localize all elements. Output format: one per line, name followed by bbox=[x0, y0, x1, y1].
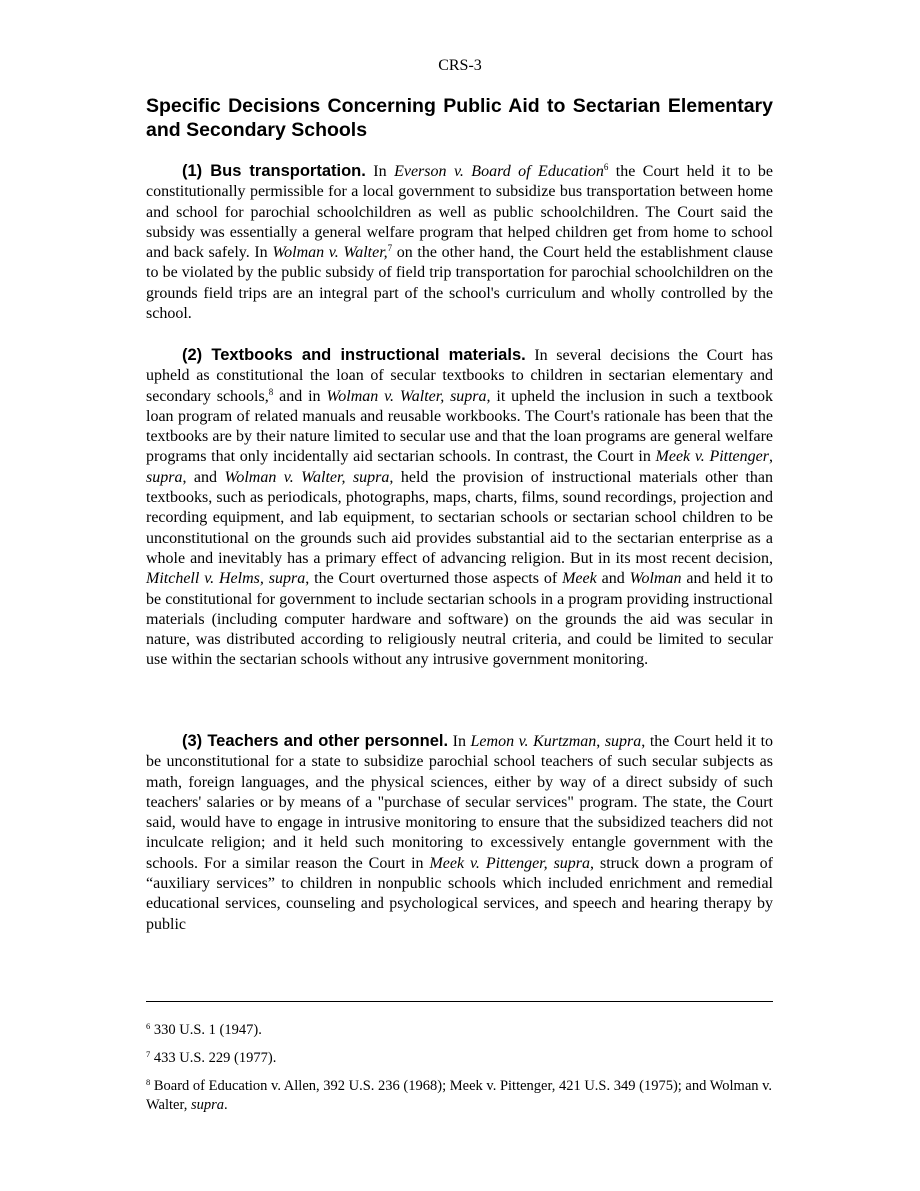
text-run: In bbox=[365, 163, 395, 180]
text-run: , struck down a program of “auxiliary services” to children in nonpublic schools which included enrichment and remedial educational services, counseling and psychological services, and speech and hearing therapy by public bbox=[146, 854, 773, 933]
footnote-number: 7 bbox=[146, 1049, 151, 1059]
case-name: Wolman bbox=[629, 570, 682, 588]
paragraph-lead: (3) Teachers and other personnel. bbox=[182, 732, 449, 750]
footnote-text: 433 U.S. 229 (1977). bbox=[150, 1050, 277, 1066]
text-run: and bbox=[596, 570, 630, 588]
case-name: supra bbox=[190, 1097, 224, 1113]
text-run: and in bbox=[273, 387, 327, 405]
case-name: Meek v. Pittenger bbox=[655, 448, 769, 466]
footnote-text: . bbox=[224, 1097, 228, 1113]
footnote-divider bbox=[146, 1001, 773, 1002]
footnote-text: Board of Education v. Allen, 392 U.S. 236 (1968); Meek v. Pittenger, 421 U.S. 349 (1975); and Wolman v. Walter, bbox=[146, 1078, 773, 1113]
paragraph-textbooks bbox=[146, 345, 773, 671]
text-run: held the provision of instructional materials other than textbooks, such as periodicals, photographs, maps, charts, films, sound recordings, projection and recording equipment, and lab equipment, to sectarian schools or sectarian school children to be unconstitutional on the grounds such aid provides substantial aid to the sectarian enterprise as a whole and inevitably has a primary effect of advancing religion. But in its most recent decision, bbox=[146, 468, 774, 567]
footnote-number: 8 bbox=[146, 1077, 151, 1087]
footnote-number: 6 bbox=[146, 1021, 151, 1031]
paragraph-lead: (2) Textbooks and instructional materials. bbox=[182, 346, 526, 364]
case-name: Wolman v. Walter, supra, bbox=[224, 468, 394, 486]
text-run: , the Court held it to be unconstitutional for a state to subsidize parochial school teachers of such secular subjects as math, foreign languages, and the physical sciences, either by way of a direct subsidy of such teachers' salaries or by means of a "purchase of secular services" program. The state, the Court said, would have to engage in intrusive monitoring to ensure that the subsidized teachers did not inculcate religion; and it held such monitoring to excessively entangle government with the schools. For a similar reason the Court in bbox=[146, 733, 774, 872]
case-name: Mitchell v. Helms, supra bbox=[146, 570, 306, 588]
paragraph-bus-transportation bbox=[146, 161, 773, 324]
text-run: In bbox=[448, 733, 471, 750]
text-run: the Court held it to be constitutionally permissible for a local government to subsidize bus transportation between home and school for parochial schoolchildren as well as public schoolchildren. The Court said the subsidy was essentially a general welfare program that helped children get from home to school and back safely. In bbox=[146, 163, 773, 262]
footnote-7 bbox=[146, 1049, 773, 1068]
case-name: Lemon v. Kurtzman bbox=[470, 733, 597, 750]
text-run: , and bbox=[182, 468, 225, 486]
paragraph-teachers bbox=[146, 731, 773, 935]
text-run: , the Court overturned those aspects of bbox=[305, 570, 563, 588]
section-heading: Specific Decisions Concerning Public Aid to Sectarian Elementary and Secondary Schools bbox=[146, 95, 773, 141]
text-run: In several decisions the Court has upheld as constitutional the loan of secular textbooks to children in sectarian elementary and secondary schools, bbox=[146, 347, 774, 405]
text-run: , bbox=[769, 448, 773, 466]
case-name: Everson v. Board of Education bbox=[394, 163, 604, 180]
case-name: supra bbox=[604, 733, 642, 750]
footnote-ref: 7 bbox=[387, 243, 393, 254]
footnote-ref: 6 bbox=[603, 162, 609, 172]
footnote-ref: 8 bbox=[268, 386, 274, 397]
page-number: CRS-3 bbox=[438, 57, 482, 74]
case-name: supra bbox=[146, 468, 183, 486]
footnote-6 bbox=[146, 1021, 773, 1040]
text-run: and held it to be constitutional for government to include sectarian schools in a program providing instructional materials (including computer hardware and software) on the grounds the aid was secular in nature, was distributed according to religiously neutral criteria, and could be limited to secular use within the sectarian schools without any intrusive government monitoring. bbox=[146, 570, 774, 669]
paragraph-lead: (1) Bus transportation. bbox=[182, 162, 366, 180]
footnote-8 bbox=[146, 1077, 773, 1115]
case-name: Wolman v. Walter, supra, bbox=[326, 387, 491, 405]
case-name: Wolman v. Walter, bbox=[272, 244, 388, 262]
text-run: it upheld the inclusion in such a textbook loan program of related manuals and reusable workbooks. The Court's rationale has been that the textbooks are by their nature limited to secular use and that the loan programs are general welfare programs that only incidentally aid sectarian schools. In contrast, the Court in bbox=[146, 387, 774, 466]
case-name: Meek bbox=[562, 570, 597, 588]
footnote-text: 330 U.S. 1 (1947). bbox=[150, 1022, 262, 1038]
text-run: on the other hand, the Court held the establishment clause to be violated by the public subsidy of field trip transportation for parochial schoolchildren on the grounds field trips are an integral part of the school's curriculum and wholly controlled by the school. bbox=[146, 244, 774, 323]
text-run: , bbox=[596, 733, 605, 750]
case-name: Meek v. Pittenger, supra bbox=[429, 854, 591, 872]
